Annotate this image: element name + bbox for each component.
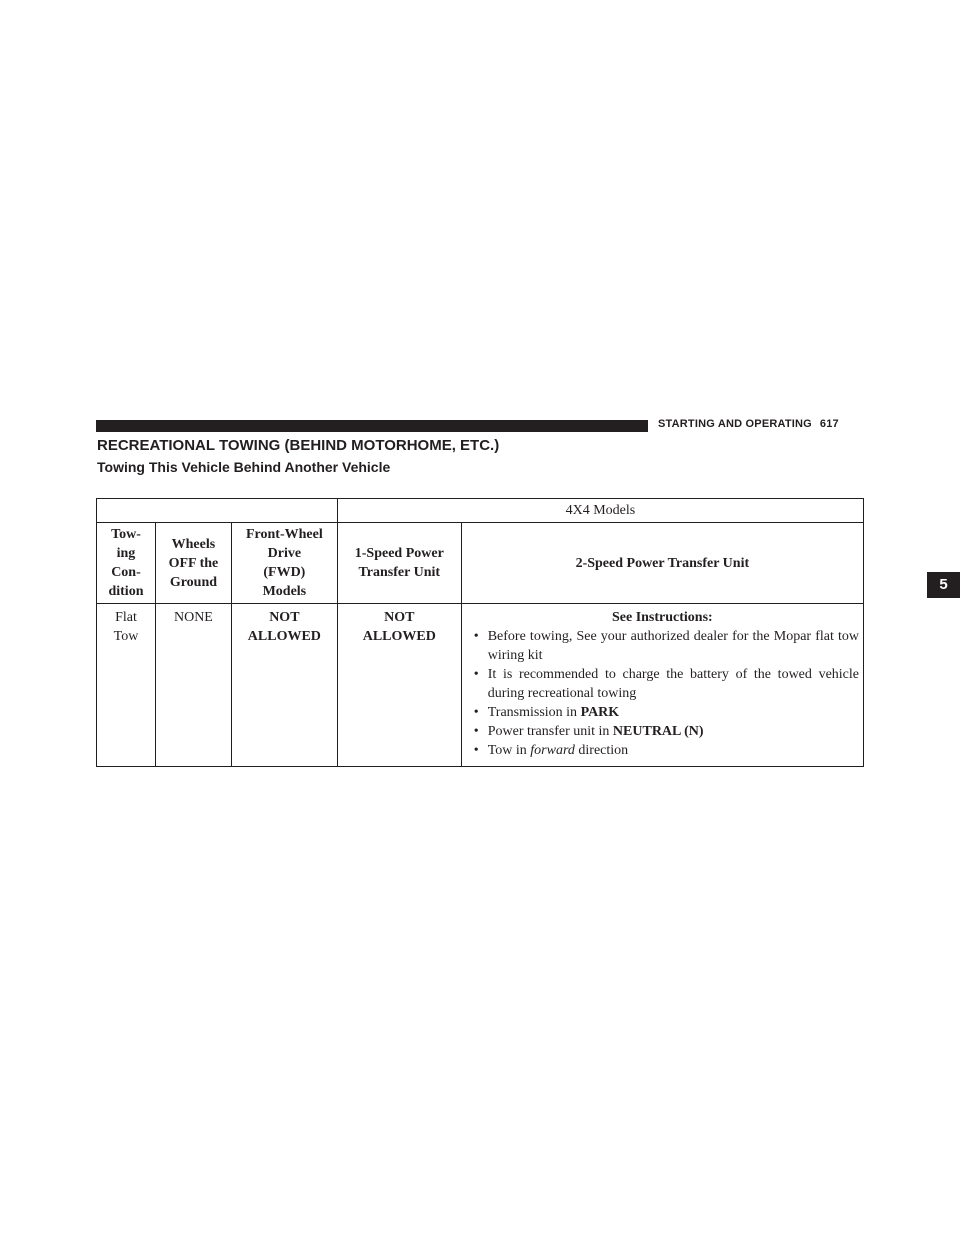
col-towing-condition: Tow- ing Con- dition [97, 523, 156, 604]
running-head [658, 418, 839, 430]
list-item: • Power transfer unit in NEUTRAL (N) [466, 722, 859, 741]
page-number: 617 [819, 418, 839, 430]
section-tab: 5 [927, 572, 960, 598]
cell-fwd: NOT ALLOWED [231, 604, 337, 767]
cell-condition: Flat Tow [97, 604, 156, 767]
list-item: • It is recommended to charge the battery of the towed vehicle during recreational towing [466, 665, 859, 703]
section-name: STARTING AND OPERATING [658, 418, 812, 430]
page-subtitle: Towing This Vehicle Behind Another Vehicle [97, 459, 391, 475]
towing-table [96, 498, 864, 767]
cell-instructions [461, 604, 863, 767]
cell-one-speed: NOT ALLOWED [337, 604, 461, 767]
col-fwd: Front-Wheel Drive (FWD) Models [231, 523, 337, 604]
table-row [97, 604, 864, 767]
blank-header-cell [97, 499, 338, 523]
header-rule [96, 420, 648, 432]
list-item: • Before towing, See your authorized dealer for the Mopar flat tow wiring kit [466, 627, 859, 665]
col-two-speed: 2-Speed Power Transfer Unit [461, 523, 863, 604]
group-header-cell: 4X4 Models [337, 499, 863, 523]
list-item: • Tow in forward direction [466, 741, 859, 760]
col-one-speed: 1-Speed Power Transfer Unit [337, 523, 461, 604]
list-item: • Transmission in PARK [466, 703, 859, 722]
page-title: RECREATIONAL TOWING (BEHIND MOTORHOME, ETC.) [97, 437, 500, 454]
group-header-row [97, 499, 864, 523]
instructions-heading: See Instructions: [611, 610, 713, 625]
column-header-row [97, 523, 864, 604]
instructions-list [466, 627, 859, 760]
col-wheels-off: Wheels OFF the Ground [155, 523, 231, 604]
cell-wheels: NONE [155, 604, 231, 767]
